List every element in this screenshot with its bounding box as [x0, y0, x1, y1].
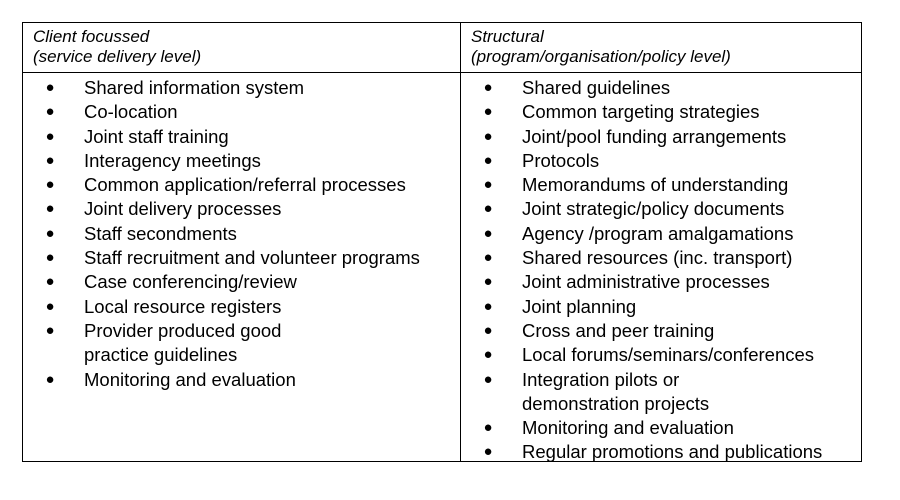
list-item: [23, 270, 460, 294]
bullet-icon: ●: [45, 151, 55, 169]
bullet-icon: ●: [45, 273, 55, 291]
bullet-icon: ●: [483, 370, 493, 388]
list-item-text: Co-location: [84, 101, 178, 123]
bullet-icon: ●: [483, 419, 493, 437]
list-item-text: Memorandums of understanding: [522, 174, 789, 196]
client-focussed-column: [23, 23, 461, 461]
list-item-text: Protocols: [522, 149, 600, 171]
list-item-text: Joint/pool funding arrangements: [522, 125, 787, 147]
bullet-icon: ●: [483, 176, 493, 194]
list-item-text: Staff recruitment and volunteer programs: [84, 247, 420, 269]
bullet-icon: ●: [483, 297, 493, 315]
list-item: [461, 76, 861, 100]
bullet-icon: ●: [45, 224, 55, 242]
bullet-icon: ●: [483, 151, 493, 169]
bullet-icon: ●: [483, 249, 493, 267]
bullet-icon: ●: [45, 79, 55, 96]
client-focussed-heading: [23, 23, 460, 73]
list-item: [23, 368, 460, 392]
list-item-text: Monitoring and evaluation: [522, 417, 734, 439]
list-item-text: Local forums/seminars/conferences: [522, 344, 815, 366]
list-item-text: Joint administrative processes: [522, 271, 770, 293]
structural-title: Structural: [471, 27, 544, 46]
structural-column: [461, 23, 861, 461]
client-focussed-list: [23, 73, 460, 392]
list-item: [461, 440, 861, 464]
list-item: [23, 149, 460, 173]
bullet-icon: ●: [483, 443, 493, 461]
list-item: [461, 222, 861, 246]
list-item-text: Common application/referral processes: [84, 174, 406, 196]
list-item: [23, 222, 460, 246]
list-item: [23, 246, 460, 270]
bullet-icon: ●: [45, 127, 55, 145]
list-item-text: Staff secondments: [84, 222, 237, 244]
bullet-icon: ●: [483, 273, 493, 291]
bullet-icon: ●: [483, 224, 493, 242]
list-item: [461, 246, 861, 270]
bullet-icon: ●: [45, 103, 55, 121]
list-item-text: Cross and peer training: [522, 319, 715, 341]
list-item-text: Monitoring and evaluation: [84, 368, 296, 390]
list-item-text: Joint planning: [522, 295, 637, 317]
list-item-text: Local resource registers: [84, 295, 282, 317]
list-item-text: Shared guidelines: [522, 77, 671, 98]
bullet-icon: ●: [483, 103, 493, 121]
list-item: [23, 125, 460, 149]
list-item-text: Shared information system: [84, 77, 305, 98]
structural-subtitle: (program/organisation/policy level): [471, 47, 731, 66]
bullet-icon: ●: [483, 79, 493, 96]
list-item: [461, 319, 861, 343]
bullet-icon: ●: [45, 249, 55, 267]
integration-strategies-table: [22, 22, 862, 462]
list-item: [461, 173, 861, 197]
bullet-icon: ●: [483, 127, 493, 145]
list-item: [461, 125, 861, 149]
list-item-text: Regular promotions and publications: [522, 441, 823, 463]
bullet-icon: ●: [45, 297, 55, 315]
client-focussed-title: Client focussed: [33, 27, 150, 46]
structural-heading: [461, 23, 861, 73]
list-item: [461, 368, 861, 417]
list-item-text: Joint delivery processes: [84, 198, 282, 220]
list-item: [461, 343, 861, 367]
list-item: [23, 319, 460, 368]
list-item: [461, 149, 861, 173]
bullet-icon: ●: [483, 346, 493, 364]
list-item-text: Case conferencing/review: [84, 271, 297, 293]
list-item: [23, 295, 460, 319]
bullet-icon: ●: [45, 176, 55, 194]
list-item: [461, 416, 861, 440]
bullet-icon: ●: [483, 321, 493, 339]
list-item: [23, 173, 460, 197]
client-focussed-subtitle: (service delivery level): [33, 47, 202, 66]
list-item-text: Provider produced good practice guidelines: [84, 319, 282, 366]
bullet-icon: ●: [483, 200, 493, 218]
list-item-text: Integration pilots or demonstration projects: [522, 368, 710, 414]
bullet-icon: ●: [45, 321, 55, 339]
bullet-icon: ●: [45, 370, 55, 388]
list-item-text: Joint staff training: [84, 125, 229, 147]
list-item-text: Shared resources (inc. transport): [522, 247, 793, 269]
list-item: [461, 100, 861, 124]
list-item: [461, 295, 861, 319]
list-item-text: Common targeting strategies: [522, 101, 760, 123]
list-item-text: Interagency meetings: [84, 149, 261, 171]
list-item: [23, 197, 460, 221]
list-item-text: Agency /program amalgamations: [522, 222, 794, 244]
list-item: [461, 197, 861, 221]
bullet-icon: ●: [45, 200, 55, 218]
list-item: [461, 270, 861, 294]
list-item: [23, 76, 460, 100]
structural-list: [461, 73, 861, 465]
list-item-text: Joint strategic/policy documents: [522, 198, 785, 220]
list-item: [23, 100, 460, 124]
